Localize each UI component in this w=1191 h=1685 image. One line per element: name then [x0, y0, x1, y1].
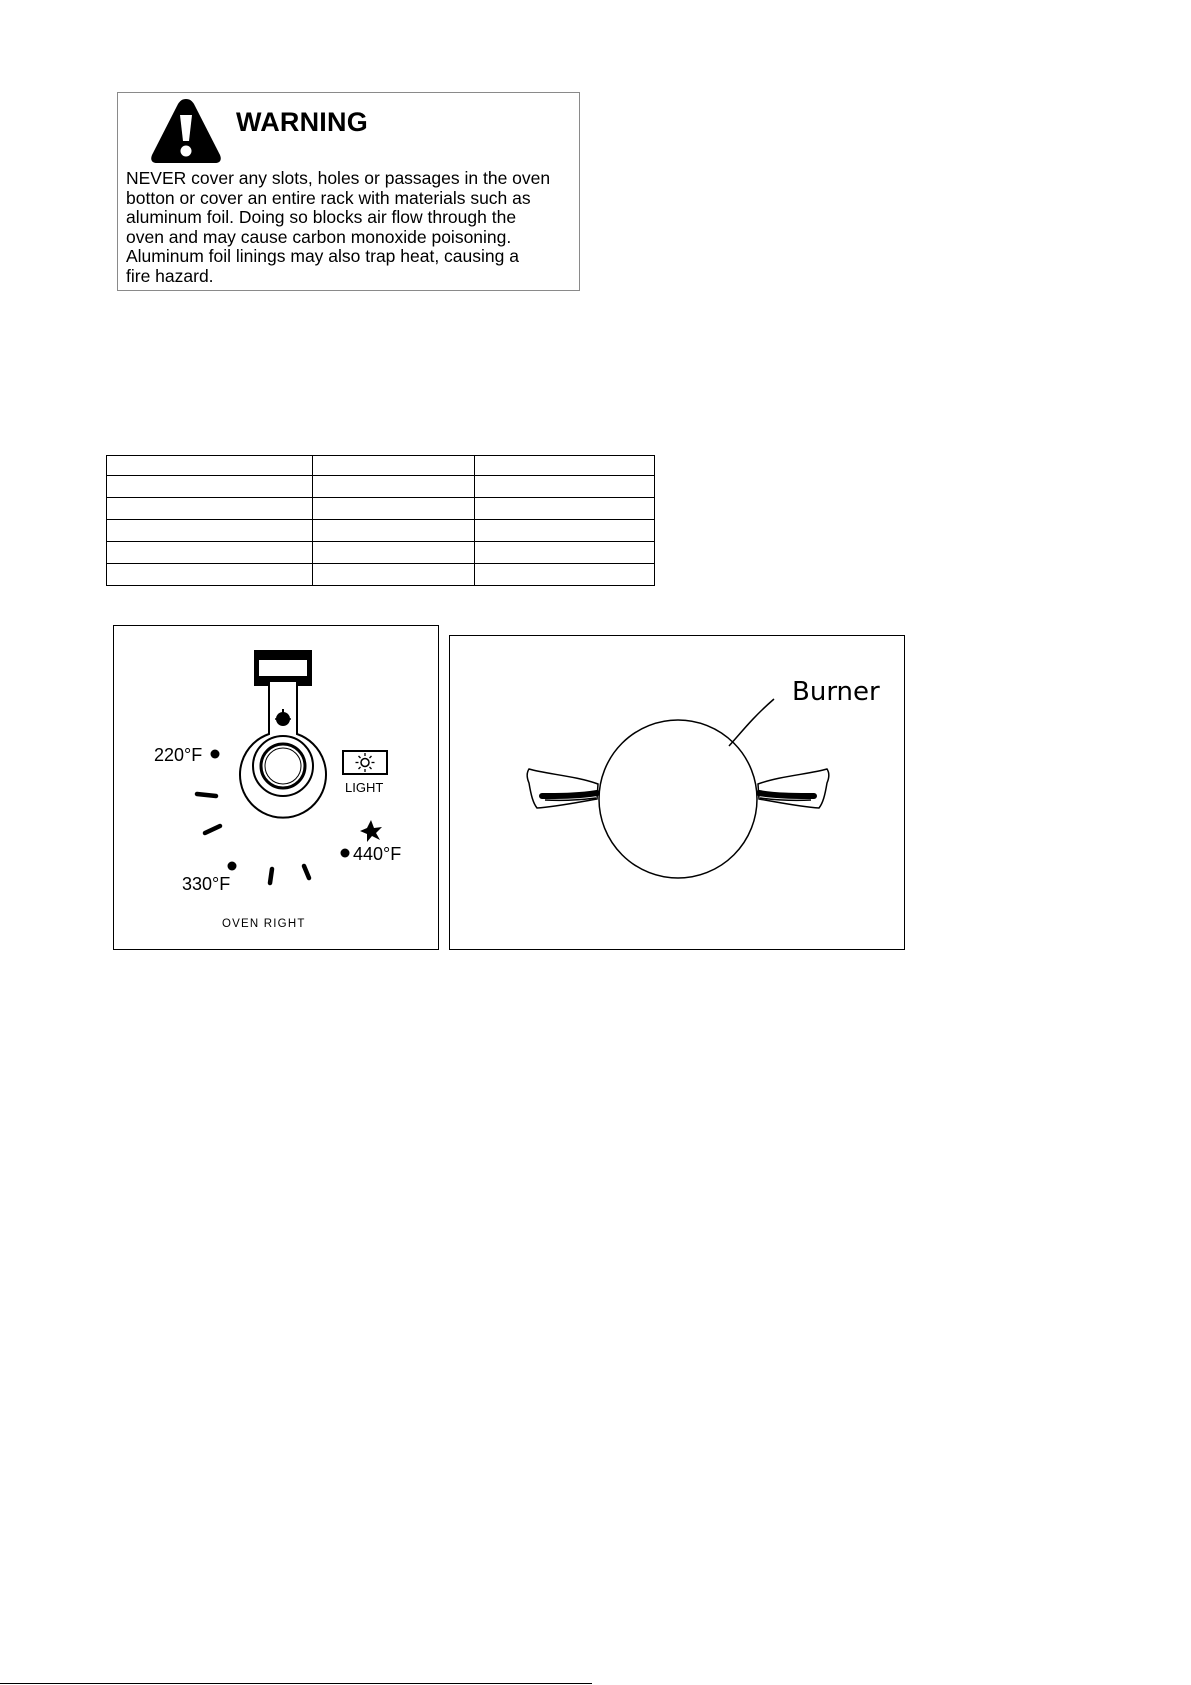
table-cell [475, 564, 655, 586]
temp-dot [341, 849, 350, 858]
table-cell [313, 520, 475, 542]
table-cell [313, 456, 475, 476]
temp-label-440: 440°F [353, 844, 402, 864]
spec-table [106, 455, 655, 586]
table-row [107, 542, 655, 564]
table-row [107, 564, 655, 586]
table-cell [107, 456, 313, 476]
table-cell [475, 476, 655, 498]
table-cell [475, 520, 655, 542]
table-cell [107, 564, 313, 586]
temp-label-220: 220°F [154, 745, 203, 765]
table-cell [313, 564, 475, 586]
table-cell [475, 542, 655, 564]
burner-flame-right [758, 769, 829, 808]
footer-rule [0, 1683, 592, 1684]
oven-knob-panel [113, 625, 439, 950]
burner-diagram-panel [449, 635, 905, 950]
temp-tick [270, 869, 272, 883]
table-cell [107, 520, 313, 542]
warning-text: NEVER cover any slots, holes or passages in the oven botton or cover an entire rack with materials such as aluminum foil. Doing so blocks air flow through the oven and may cause carbon monoxide poisoning. Aluminum foil linings may also trap heat, causing a fire hazard. [126, 168, 551, 286]
table-cell [313, 542, 475, 564]
warning-box [117, 92, 580, 291]
table-cell [107, 476, 313, 498]
table-cell [475, 498, 655, 520]
panel-label: OVEN RIGHT [222, 918, 306, 930]
table-cell [475, 456, 655, 476]
table-cell [107, 542, 313, 564]
burner-label: Burner [792, 677, 880, 707]
table-row [107, 476, 655, 498]
warning-triangle-icon [149, 97, 223, 165]
warning-title: WARNING [236, 107, 368, 137]
burner-flame-left [527, 769, 598, 808]
temp-tick [205, 826, 220, 833]
temp-tick [197, 794, 216, 796]
temp-dot [211, 750, 220, 759]
table-row [107, 498, 655, 520]
oven-knob-icon[interactable] [240, 681, 326, 818]
burner-leader-line [729, 699, 774, 746]
burner-circle [599, 720, 757, 878]
temp-dot [228, 862, 237, 871]
temp-label-330: 330°F [182, 874, 231, 894]
table-cell [107, 498, 313, 520]
table-cell [313, 498, 475, 520]
table-row [107, 456, 655, 476]
light-label: LIGHT [345, 780, 384, 795]
temp-tick [304, 866, 309, 878]
table-row [107, 520, 655, 542]
light-sun-icon[interactable] [343, 751, 387, 774]
spark-icon [360, 820, 382, 842]
table-cell [313, 476, 475, 498]
